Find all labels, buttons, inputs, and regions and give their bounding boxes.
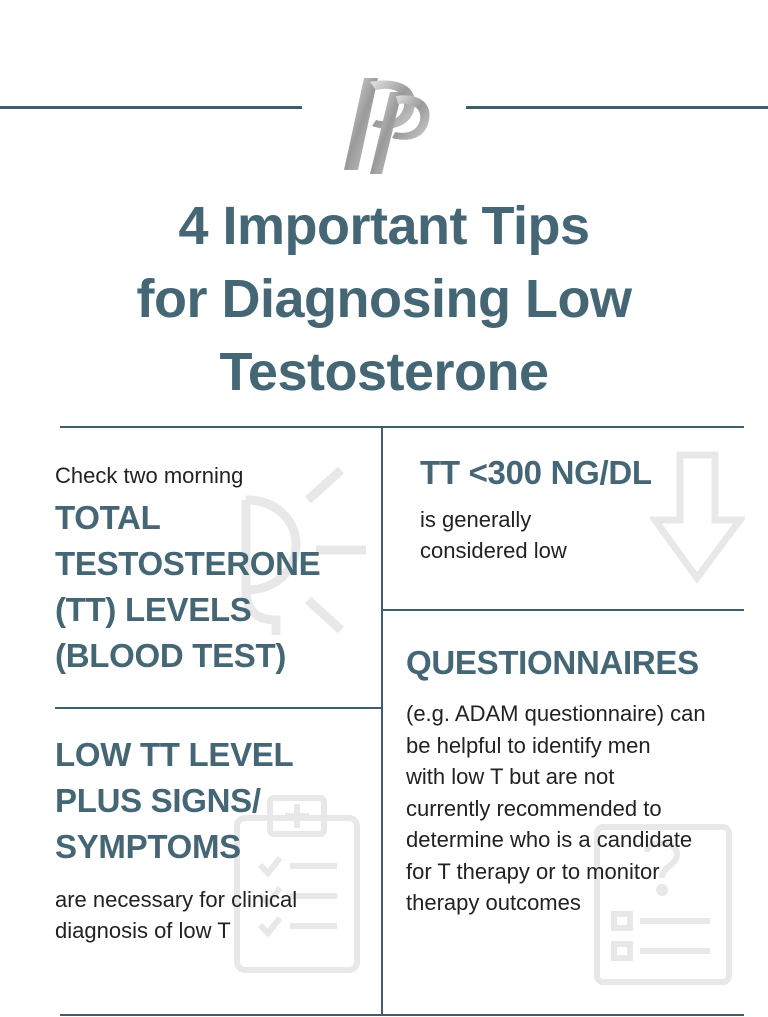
tip-4	[406, 640, 746, 919]
tip-1-heading-line-2: TESTOSTERONE	[55, 545, 321, 582]
grid-vertical-rule	[381, 426, 383, 1016]
tip-2-heading: TT <300 NG/DL	[420, 454, 652, 491]
tip-4-heading: QUESTIONNAIRES	[406, 644, 699, 681]
tip-1-heading	[55, 495, 375, 679]
tip-3-heading-line-3: SYMPTOMS	[55, 828, 241, 865]
grid-left-middle-rule	[55, 707, 381, 709]
tip-3-body	[55, 884, 375, 946]
top-rule-right	[466, 106, 768, 109]
tip-3-heading-line-1: LOW TT LEVEL	[55, 736, 294, 773]
tip-3-body-line-2: diagnosis of low T	[55, 918, 231, 943]
tip-4-body-line-7: therapy outcomes	[406, 890, 581, 915]
title-line-3: Testosterone	[219, 342, 549, 402]
tip-3-body-line-1: are necessary for clinical	[55, 887, 298, 912]
tip-4-body-line-5: determine who is a candidate	[406, 827, 693, 852]
tip-4-body-line-4: currently recommended to	[406, 795, 662, 821]
grid-top-rule	[60, 426, 744, 428]
title-line-1: 4 Important Tips	[178, 196, 590, 256]
tip-3-heading	[55, 732, 375, 870]
tip-1-heading-line-4: (BLOOD TEST)	[55, 637, 287, 674]
page-title	[0, 190, 768, 409]
tip-1-intro: Check two morning	[55, 463, 244, 488]
tip-2-body-line-1: is generally	[420, 507, 532, 532]
tip-2-body-line-2: considered low	[420, 538, 567, 563]
tip-4-body	[406, 698, 746, 919]
top-rule-left	[0, 106, 302, 109]
tip-4-body-line-1: (e.g. ADAM questionnaire) can	[406, 701, 706, 726]
tip-1	[55, 460, 375, 679]
grid-bottom-rule	[60, 1014, 744, 1016]
title-line-2: for Diagnosing Low	[136, 269, 632, 329]
tip-3	[55, 732, 375, 946]
grid-right-middle-rule	[381, 609, 744, 611]
tip-4-body-line-6: for T therapy or to monitor	[406, 858, 660, 884]
tip-1-heading-line-3: (TT) LEVELS	[55, 591, 252, 628]
tip-1-heading-line-1: TOTAL	[55, 499, 161, 536]
tip-2	[420, 450, 740, 566]
tip-4-body-line-3: with low T but are not	[406, 764, 615, 789]
tip-3-heading-line-2: PLUS SIGNS/	[55, 782, 261, 819]
tip-2-body	[420, 504, 740, 566]
pp-monogram-logo	[330, 70, 440, 180]
tip-4-body-line-2: be helpful to identify men	[406, 732, 651, 758]
